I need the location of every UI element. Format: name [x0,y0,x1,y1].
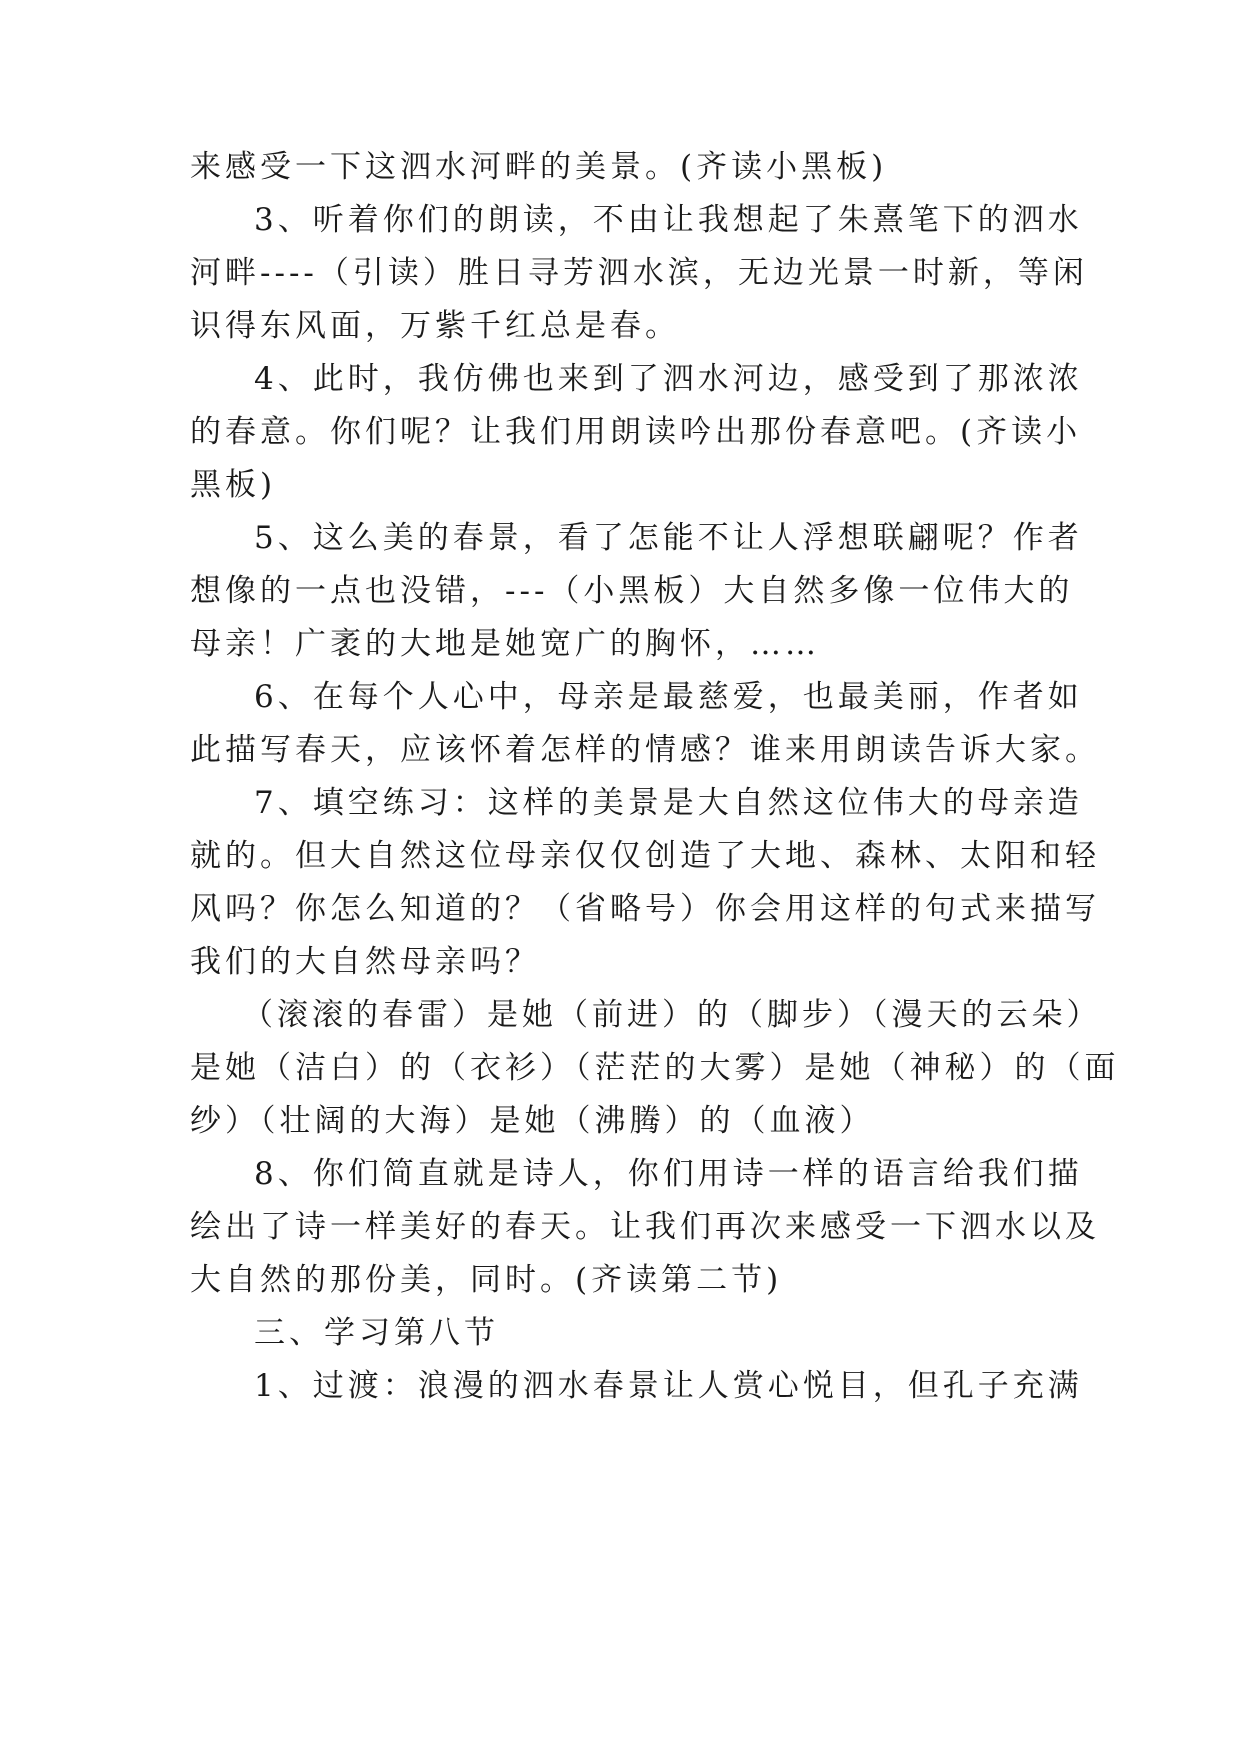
text-line: 1、过渡：浪漫的泗水春景让人赏心悦目，但孔子充满 [254,1368,1083,1404]
text-line: 绘出了诗一样美好的春天。让我们再次来感受一下泗水以及 [190,1209,1100,1245]
text-line: 我们的大自然母亲吗？ [190,944,540,980]
text-line: 母亲！广袤的大地是她宽广的胸怀，…… [190,626,820,662]
text-line: 就的。但大自然这位母亲仅仅创造了大地、森林、太阳和轻 [190,838,1100,874]
text-line: （滚滚的春雷）是她（前进）的（脚步）（漫天的云朵） [242,997,1102,1033]
text-line: 黑板) [190,467,277,503]
text-line: 纱）（壮阔的大海）是她（沸腾）的（血液） [190,1103,875,1139]
text-line: 风吗？你怎么知道的？（省略号）你会用这样的句式来描写 [190,891,1100,927]
text-line: 此描写春天，应该怀着怎样的情感？谁来用朗读告诉大家。 [190,732,1100,768]
text-line: 6、在每个人心中，母亲是最慈爱，也最美丽，作者如 [254,679,1083,715]
text-line: 7、填空练习：这样的美景是大自然这位伟大的母亲造 [254,785,1083,821]
text-line: 想像的一点也没错，---（小黑板）大自然多像一位伟大的 [190,573,1074,609]
text-line: 是她（洁白）的（衣衫）（茫茫的大雾）是她（神秘）的（面 [190,1050,1120,1086]
text-line: 河畔----（引读）胜日寻芳泗水滨，无边光景一时新，等闲 [190,255,1088,291]
text-line: 大自然的那份美，同时。(齐读第二节) [190,1262,783,1298]
text-line: 3、听着你们的朗读，不由让我想起了朱熹笔下的泗水 [254,202,1083,238]
text-line: 识得东风面，万紫千红总是春。 [190,308,680,344]
text-line: 的春意。你们呢？让我们用朗读吟出那份春意吧。(齐读小 [190,414,1082,450]
section-heading: 三、学习第八节 [254,1315,499,1351]
text-line: 5、这么美的春景，看了怎能不让人浮想联翩呢？作者 [254,520,1083,556]
text-line: 来感受一下这泗水河畔的美景。(齐读小黑板) [190,149,888,185]
text-line: 8、你们简直就是诗人，你们用诗一样的语言给我们描 [254,1156,1083,1192]
text-line: 4、此时，我仿佛也来到了泗水河边，感受到了那浓浓 [254,361,1083,397]
